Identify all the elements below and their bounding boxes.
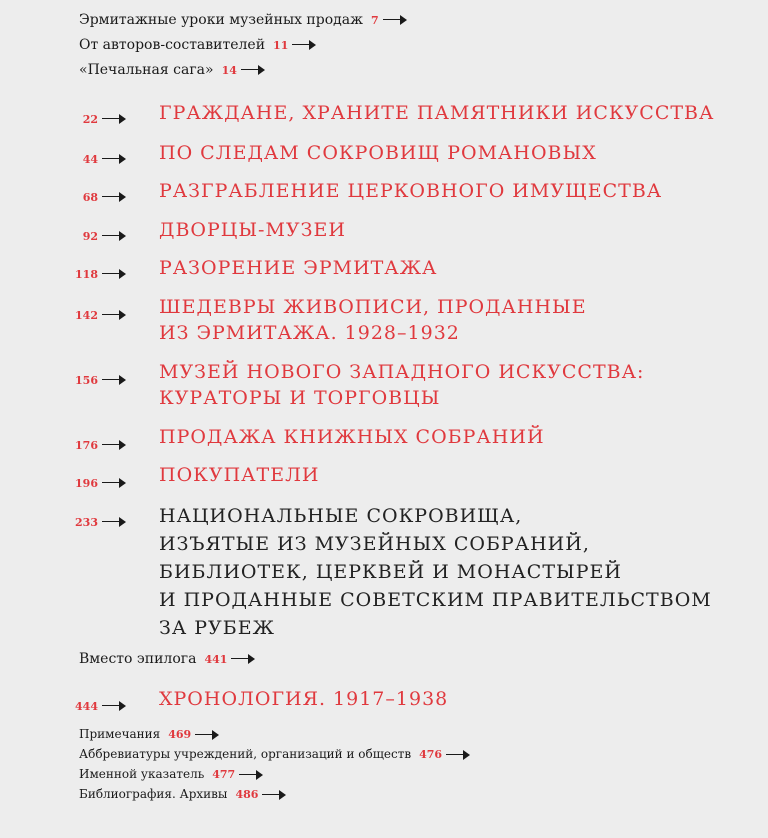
arrow-right-icon bbox=[102, 478, 126, 488]
toc-entry[interactable] bbox=[79, 37, 316, 53]
chapter-title: ПО СЛЕДАМ СОКРОВИЩ РОМАНОВЫХ bbox=[159, 142, 597, 164]
chapter-title: МУЗЕЙ НОВОГО ЗАПАДНОГО ИСКУССТВА: КУРАТОРЫ И ТОРГОВЦЫ bbox=[159, 361, 645, 409]
toc-entry[interactable] bbox=[79, 62, 265, 78]
page-number: 469 bbox=[168, 728, 192, 741]
chapter-title: ДВОРЦЫ-МУЗЕИ bbox=[159, 219, 346, 241]
page-number: 176 bbox=[75, 439, 98, 452]
toc-entry[interactable] bbox=[79, 787, 286, 801]
arrow-right-icon bbox=[102, 114, 126, 124]
entry-title: Примечания bbox=[79, 727, 161, 741]
chapter-title: РАЗГРАБЛЕНИЕ ЦЕРКОВНОГО ИМУЩЕСТВА bbox=[159, 180, 663, 202]
page-number: 92 bbox=[82, 230, 98, 243]
arrow-right-icon bbox=[231, 654, 255, 664]
page-number: 486 bbox=[235, 788, 259, 801]
page-number: 22 bbox=[82, 113, 98, 126]
arrow-right-icon bbox=[195, 730, 219, 740]
arrow-right-icon bbox=[446, 750, 470, 760]
page-number: 444 bbox=[75, 700, 98, 713]
chapter-title: ШЕДЕВРЫ ЖИВОПИСИ, ПРОДАННЫЕ ИЗ ЭРМИТАЖА. 1928–1932 bbox=[159, 296, 587, 344]
toc-entry-epilogue[interactable] bbox=[79, 651, 255, 667]
page-number: 476 bbox=[419, 748, 443, 761]
chapter-title: ПОКУПАТЕЛИ bbox=[159, 464, 320, 486]
arrow-right-icon bbox=[383, 15, 407, 25]
entry-title: Аббревиатуры учреждений, организаций и обществ bbox=[79, 747, 412, 761]
page-number: 68 bbox=[82, 191, 98, 204]
page-number: 156 bbox=[75, 374, 98, 387]
entry-title: Библиография. Архивы bbox=[79, 787, 228, 801]
toc-entry[interactable] bbox=[79, 747, 470, 761]
arrow-right-icon bbox=[262, 790, 286, 800]
toc-entry[interactable] bbox=[79, 12, 407, 28]
chapter-title: ГРАЖДАНЕ, ХРАНИТЕ ПАМЯТНИКИ ИСКУССТВА bbox=[159, 102, 715, 124]
page-number: 196 bbox=[75, 477, 98, 490]
arrow-right-icon bbox=[102, 517, 126, 527]
page-number: 7 bbox=[371, 14, 379, 27]
page-number: 44 bbox=[82, 153, 98, 166]
arrow-right-icon bbox=[102, 375, 126, 385]
arrow-right-icon bbox=[102, 440, 126, 450]
arrow-right-icon bbox=[241, 65, 265, 75]
entry-title: Эрмитажные уроки музейных продаж bbox=[79, 12, 363, 28]
page-number: 14 bbox=[221, 64, 237, 77]
arrow-right-icon bbox=[102, 154, 126, 164]
entry-title: От авторов-составителей bbox=[79, 37, 266, 53]
arrow-right-icon bbox=[239, 770, 263, 780]
page-number: 477 bbox=[212, 768, 236, 781]
arrow-right-icon bbox=[102, 192, 126, 202]
page-number: 233 bbox=[75, 516, 98, 529]
arrow-right-icon bbox=[102, 231, 126, 241]
page-number: 441 bbox=[204, 653, 228, 666]
chapter-title: ПРОДАЖА КНИЖНЫХ СОБРАНИЙ bbox=[159, 426, 545, 448]
entry-title: «Печальная сага» bbox=[79, 62, 214, 78]
entry-title: Вместо эпилога bbox=[79, 651, 197, 667]
chapter-title: ХРОНОЛОГИЯ. 1917–1938 bbox=[159, 688, 449, 710]
page-number: 142 bbox=[75, 309, 98, 322]
arrow-right-icon bbox=[292, 40, 316, 50]
entry-title: Именной указатель bbox=[79, 767, 205, 781]
arrow-right-icon bbox=[102, 701, 126, 711]
page-number: 118 bbox=[75, 268, 98, 281]
arrow-right-icon bbox=[102, 269, 126, 279]
toc-entry[interactable] bbox=[79, 767, 263, 781]
chapter-title: НАЦИОНАЛЬНЫЕ СОКРОВИЩА, ИЗЪЯТЫЕ ИЗ МУЗЕЙНЫХ СОБРАНИЙ, БИБЛИОТЕК, ЦЕРКВЕЙ И МОНАСТЫРЕЙ И ПРОДАННЫЕ СОВЕТСКИМ ПРАВИТЕЛЬСТВОМ ЗА РУБЕЖ bbox=[159, 505, 712, 639]
arrow-right-icon bbox=[102, 310, 126, 320]
page-number: 11 bbox=[273, 39, 289, 52]
chapter-title: РАЗОРЕНИЕ ЭРМИТАЖА bbox=[159, 257, 438, 279]
toc-entry[interactable] bbox=[79, 727, 219, 741]
